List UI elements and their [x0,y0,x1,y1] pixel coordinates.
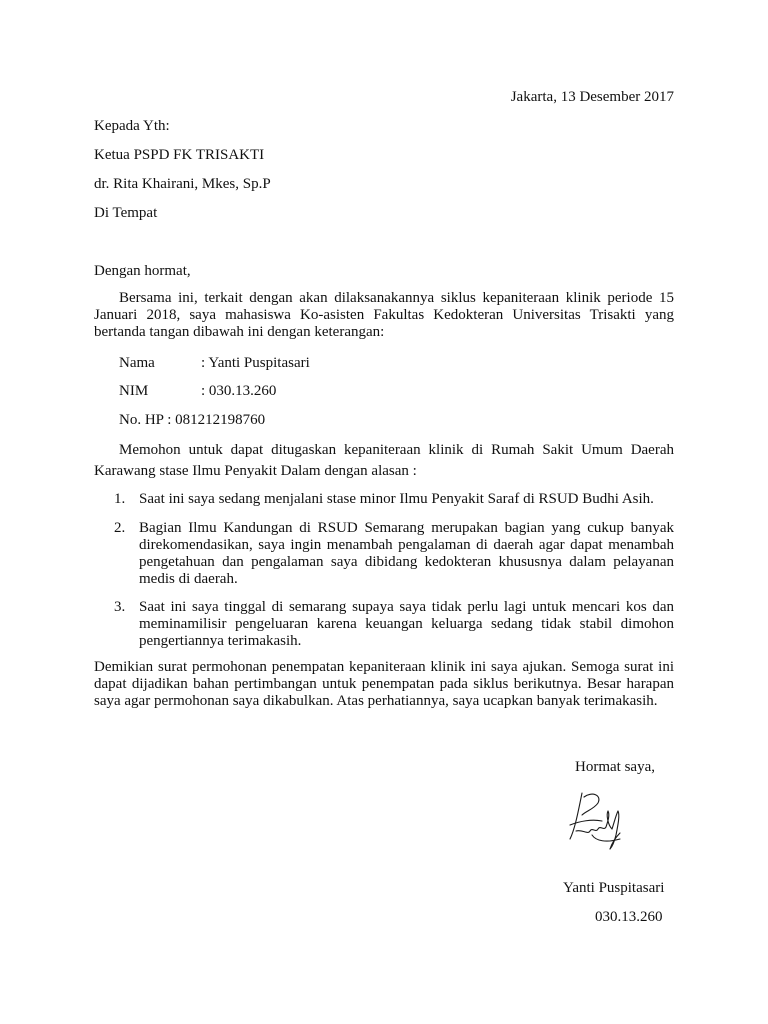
place-date: Jakarta, 13 Desember 2017 [510,89,674,105]
reason-number: 3. [114,599,126,615]
signer-nim: 030.13.260 [595,909,663,925]
addressee-greeting: Kepada Yth: [94,118,170,134]
identity-name-row [119,354,419,372]
identity-phone-row: No. HP : 081212198760 [119,412,266,428]
sign-off: Hormat saya, [575,759,655,775]
nim-label: NIM [119,383,149,399]
reason-number: 2. [114,520,126,536]
salutation: Dengan hormat, [94,263,191,279]
reason-text: Saat ini saya sedang menjalani stase minor Ilmu Penyakit Saraf di RSUD Budhi Asih. [139,491,654,507]
closing-paragraph: Demikian surat permohonan penempatan kepaniteraan klinik ini saya ajukan. Semoga surat ini dapat dijadikan bahan pertimbangan untuk penempatan pada siklus berikutnya. Besar harapan saya agar permohonan saya dikabulkan. Atas perhatiannya, saya ucapkan banyak terimakasih. [94,659,674,709]
name-value: : Yanti Puspitasari [201,355,310,371]
addressee-line-2: dr. Rita Khairani, Mkes, Sp.P [94,176,271,192]
reason-item [94,491,674,509]
handwritten-signature [562,785,634,855]
signer-name: Yanti Puspitasari [563,880,665,896]
name-label: Nama [119,355,155,371]
reason-item [94,520,674,588]
reason-item [94,599,674,651]
reason-text: Saat ini saya tinggal di semarang supaya saya tidak perlu lagi untuk mencari kos dan meminamilisir pengeluaran karena keuangan keluarga sedang tidak stabil dimohon pengertiannya terimakasih. [139,599,674,649]
nim-value: : 030.13.260 [201,383,277,399]
reason-number: 1. [114,491,126,507]
identity-nim-row [119,382,419,400]
addressee-line-1: Ketua PSPD FK TRISAKTI [94,147,265,163]
reason-text: Bagian Ilmu Kandungan di RSUD Semarang merupakan bagian yang cukup banyak direkomendasikan, saya ingin menambah pengalaman di daerah agar dapat menambah pengetahuan dan pengalaman saya dibidang kedokteran khususnya dalam pelayanan medis di daerah. [139,520,674,587]
request-paragraph: Memohon untuk dapat ditugaskan kepaniteraan klinik di Rumah Sakit Umum Daerah Karawang stase Ilmu Penyakit Dalam dengan alasan : [94,442,674,479]
intro-paragraph: Bersama ini, terkait dengan akan dilaksanakannya siklus kepaniteraan klinik periode 15 Januari 2018, saya mahasiswa Ko-asisten Fakultas Kedokteran Universitas Trisakti yang bertanda tangan dibawah ini dengan keterangan: [94,290,674,340]
addressee-line-3: Di Tempat [94,205,158,221]
